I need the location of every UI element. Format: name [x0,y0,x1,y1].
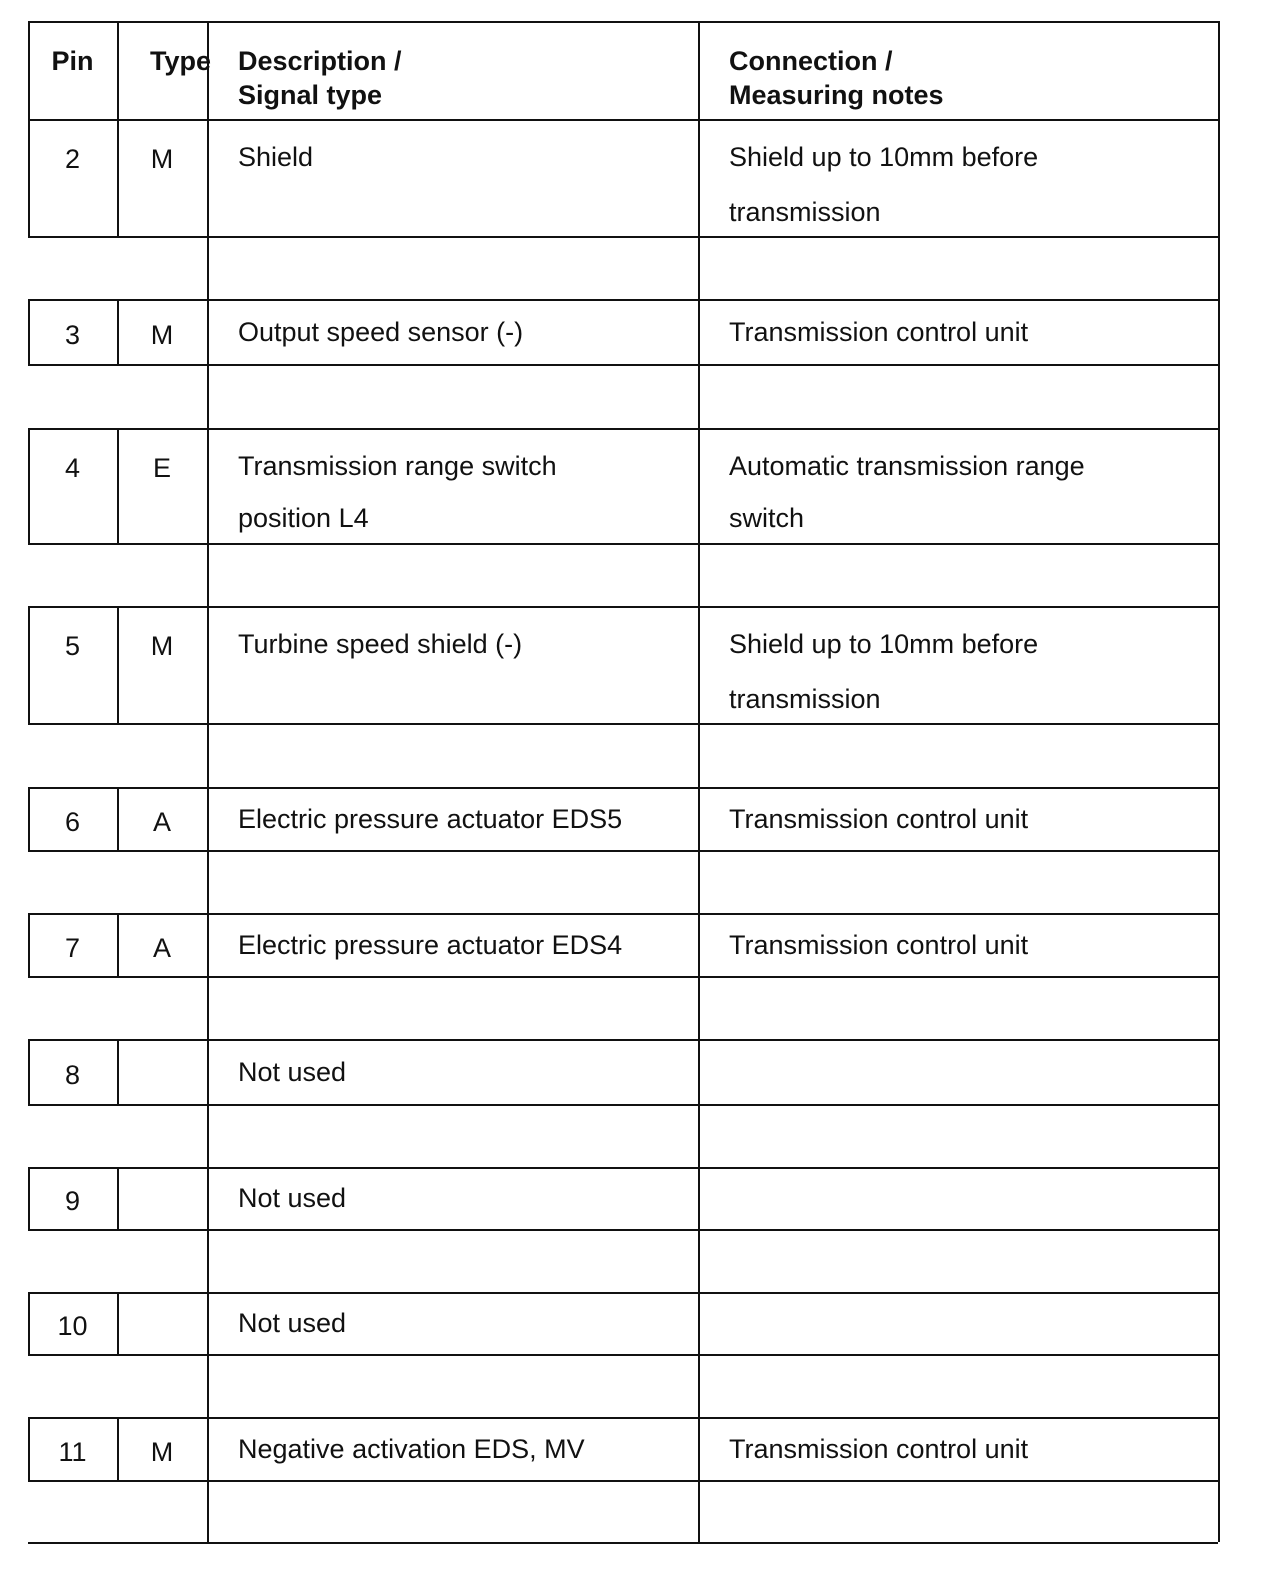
row-bottom-border [28,723,1218,725]
signal-type: M [150,631,174,661]
row-pin-divider [117,1167,119,1229]
row-left-border [28,606,30,723]
signal-type: A [152,932,171,963]
row-pin-divider [117,1039,119,1104]
row-bottom-border [28,1354,1218,1356]
header-right-border [1218,21,1220,120]
description-text: Not used [238,1183,347,1213]
pin-number: 6 [64,806,81,837]
header-pin-divider [117,21,119,120]
header-description-line1: Description / [238,46,402,76]
pin-number: 11 [58,1436,87,1467]
spacer-bottom-border [28,299,1218,301]
pin-number: 9 [64,1186,81,1216]
pin-number: 4 [64,453,81,483]
pin-number: 8 [64,1059,81,1090]
connection-text: Shield up to 10mm before [729,629,1039,659]
description-text: Shield [238,142,314,172]
spacer-bottom-border [28,1542,1218,1544]
row-bottom-border [28,1229,1218,1231]
row-left-border [28,428,30,543]
row-left-border [28,119,30,236]
description-text: Negative activation EDS, MV [238,1433,585,1464]
row-pin-divider [117,1292,119,1354]
spacer-bottom-border [28,913,1218,915]
connection-text: Shield up to 10mm before [729,142,1039,172]
spacer-bottom-border [28,1292,1218,1294]
signal-type: A [152,806,171,837]
header-pin: Pin [51,46,94,76]
table-right-border [1218,119,1220,1542]
description-text: Turbine speed shield (-) [238,629,523,659]
row-bottom-border [28,1480,1218,1482]
spacer-bottom-border [28,787,1218,789]
connection-text: Transmission control unit [729,929,1029,960]
connection-text: Transmission control unit [729,316,1029,347]
signal-type: M [150,144,174,174]
description-text: Electric pressure actuator EDS5 [238,803,623,834]
pin-number: 10 [57,1311,88,1341]
spacer-bottom-border [28,1167,1218,1169]
header-connection-line2: Measuring notes [729,80,944,110]
connection-text: Transmission control unit [729,803,1029,834]
connection-text: Automatic transmission range [729,451,1085,481]
header-desc-divider [698,21,700,120]
connection-text: transmission [729,684,881,714]
row-bottom-border [28,1104,1218,1106]
description-text: position L4 [238,503,369,533]
description-text: Transmission range switch [238,451,557,481]
pin-number: 7 [64,932,81,963]
header-description-line2: Signal type [238,80,383,110]
row-bottom-border [28,543,1218,545]
row-bottom-border [28,236,1218,238]
header-type: Type [150,46,212,76]
column-divider-description-connection [698,119,700,1542]
row-pin-divider [117,428,119,543]
signal-type: M [150,319,174,350]
spacer-bottom-border [28,606,1218,608]
connection-text: transmission [729,197,881,227]
row-bottom-border [28,364,1218,366]
description-text: Output speed sensor (-) [238,316,524,347]
description-text: Not used [238,1308,347,1338]
pin-number: 2 [64,144,81,174]
row-bottom-border [28,976,1218,978]
header-connection-line1: Connection / [729,46,893,76]
connection-text: switch [729,503,805,533]
signal-type: M [150,1436,174,1467]
connection-text: Transmission control unit [729,1433,1029,1464]
spacer-bottom-border [28,428,1218,430]
row-bottom-border [28,850,1218,852]
row-pin-divider [117,119,119,236]
pin-number: 5 [64,631,81,661]
spacer-bottom-border [28,1039,1218,1041]
description-text: Electric pressure actuator EDS4 [238,929,623,960]
description-text: Not used [238,1056,347,1087]
pin-number: 3 [64,319,81,350]
row-pin-divider [117,606,119,723]
column-divider-type-description [207,119,209,1542]
spacer-bottom-border [28,1417,1218,1419]
signal-type: E [152,453,171,483]
